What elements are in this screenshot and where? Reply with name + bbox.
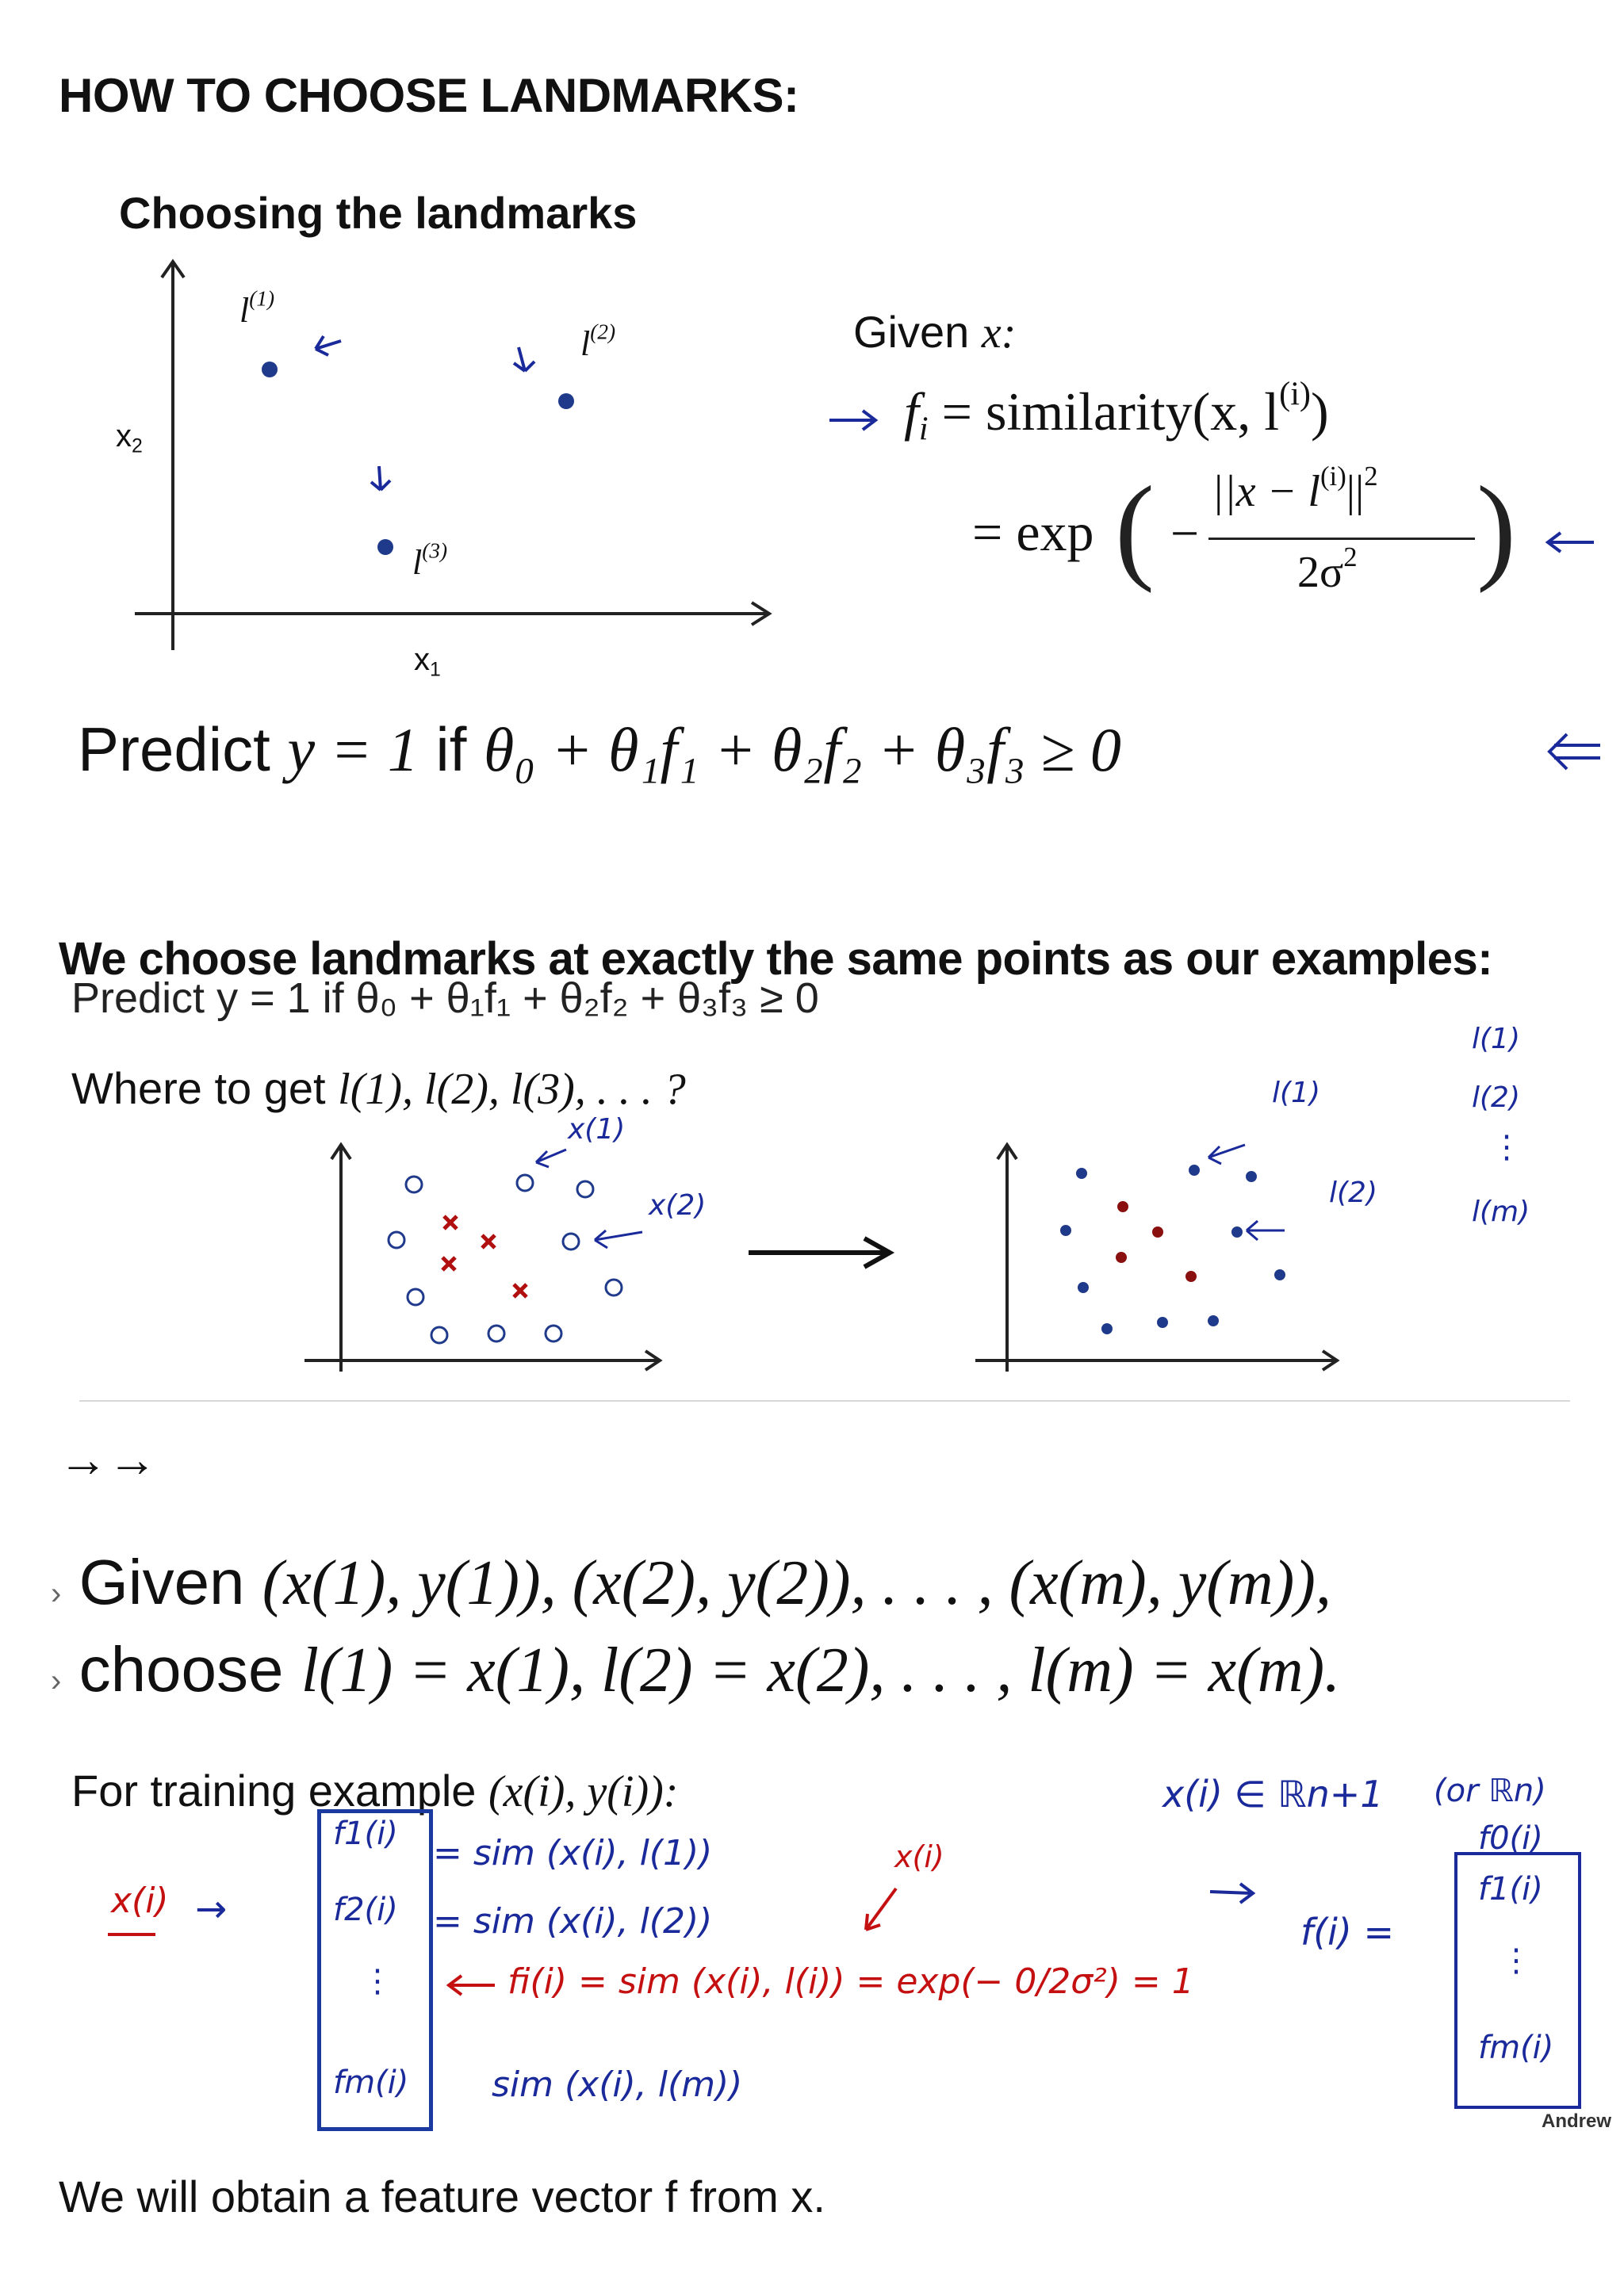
hand-x-i: x(i) (111, 1881, 169, 1921)
negative-examples (389, 1175, 622, 1343)
arrow-to-l2-icon (514, 347, 534, 371)
hand-red-fi-equation: fi(i) = sim (x(i), l(i)) = exp(− 0/2σ²) = 1 (508, 1961, 1194, 2002)
hand-sim2: = sim (x(i), l(2)) (433, 1901, 713, 1942)
hand-x-underline (108, 1933, 155, 1936)
hand-or-rn: (or ℝn) (1434, 1773, 1546, 1809)
arrow-l1-icon (1208, 1145, 1245, 1164)
hand-f-vector-label: f(i) = (1300, 1911, 1395, 1954)
annotation-l2: l(2) (1329, 1177, 1377, 1209)
axis-label-x1: $x_1$ (414, 642, 441, 681)
landmark-label-3: $l^{(3)}$ (412, 538, 448, 582)
transform-arrow-icon (745, 1234, 896, 1273)
positive-examples (442, 1216, 527, 1297)
hand-vec-dots: ⋮ (1500, 1942, 1532, 1979)
choose-landmarks-line: › choose l(1) = x(1), l(2) = x(2), . . . , l(m) = x(m). (51, 1634, 1341, 1705)
list-l1: l(1) (1472, 1023, 1520, 1055)
footer-note: We will obtain a feature vector f from x. (59, 2172, 825, 2221)
hand-vec-f0: f0(i) (1478, 1820, 1543, 1857)
minus-sign: − (1170, 505, 1200, 561)
arrow-x1-icon (536, 1150, 566, 1167)
slide1-landmark-plot (103, 254, 801, 682)
annotation-x1: x(1) (568, 1113, 626, 1146)
hand-red-x: x(i) (894, 1839, 944, 1874)
hand-arrow-exp-icon (1543, 526, 1599, 558)
where-to-get-line: Where to get l(1), l(2), l(3), . . . ? (71, 1063, 686, 1114)
exp-equals: = exp (972, 502, 1094, 562)
predict-rule: Predict y = 1 if θ₀ + θ₁f₁ + θ₂f₂ + θ₃f₃ ≥ 0 (78, 714, 1121, 784)
arrows-marker: →→ (59, 1433, 157, 1487)
landmarks-scatter-plot (975, 1142, 1356, 1380)
arrow-l2-icon (1247, 1221, 1285, 1240)
hand-arrow-right: → (195, 1887, 228, 1931)
hand-vec-f1: f1(i) (1478, 1871, 1543, 1908)
for-training-example-line: For training example (x(i), y(i)): (71, 1766, 679, 1816)
watermark-andrew: Andrew (1542, 2110, 1612, 2132)
list-dots: ⋮ (1491, 1129, 1522, 1165)
cut-off-predict-line: Predict y = 1 if θ₀ + θ₁f₁ + θ₂f₂ + θ₃f₃ ≥ 0 (71, 974, 819, 1022)
given-examples-line: › Given (x(1), y(1)), (x(2), y(2)), . . . , (x(m), y(m)), (51, 1547, 1331, 1618)
section-heading-how-to-choose: HOW TO CHOOSE LANDMARKS: (59, 69, 799, 122)
exp-numerator: $||x - l^{(i)}||^2$ (1212, 460, 1378, 516)
arrow-to-l3-icon (371, 466, 390, 490)
examples-scatter-plot (293, 1142, 674, 1380)
landmark-point-1 (262, 362, 278, 377)
right-paren: ) (1477, 462, 1516, 594)
hand-sim1: = sim (x(i), l(1)) (433, 1833, 713, 1873)
landmark-label-2: $l^{(2)}$ (580, 320, 616, 363)
hand-red-arrow-icon (444, 1969, 500, 2001)
hand-small-arrow-icon (1205, 1876, 1261, 1908)
hand-col-dots: ⋮ (362, 1963, 393, 1999)
hand-f1: f1(i) (333, 1816, 398, 1852)
landmark-point-2 (558, 393, 574, 409)
hand-f2: f2(i) (333, 1892, 398, 1928)
hand-vec-fm: fm(i) (1478, 2030, 1554, 2066)
arrow-to-l1-icon (316, 336, 341, 355)
given-x-label: Given x: (853, 307, 1017, 358)
fraction-bar (1208, 538, 1475, 540)
hand-fm: fm(i) (333, 2064, 409, 2101)
annotation-l1: l(1) (1272, 1077, 1320, 1109)
annotation-x2: x(2) (649, 1189, 707, 1222)
list-l2: l(2) (1472, 1081, 1520, 1114)
section-divider (79, 1400, 1570, 1402)
list-lm: l(m) (1472, 1196, 1530, 1228)
landmark-points-blue (1060, 1165, 1285, 1334)
landmark-point-3 (377, 539, 393, 555)
landmark-points-red (1116, 1201, 1197, 1282)
hand-x-in-r: x(i) ∈ ℝn+1 (1162, 1773, 1384, 1816)
slide1-title: Choosing the landmarks (119, 188, 638, 238)
exp-denominator: $2\sigma^2$ (1297, 541, 1358, 597)
hand-red-down-arrow-icon (856, 1884, 904, 1939)
axis-label-x2: $x_2$ (116, 419, 143, 457)
hand-arrow-predict-icon (1543, 733, 1607, 772)
section-heading-same-points: We choose landmarks at exactly the same points as our examples: (59, 933, 1493, 985)
hand-simm: sim (x(i), l(m)) (492, 2064, 743, 2105)
landmark-label-1: $l^{(1)}$ (239, 286, 275, 330)
left-paren: ( (1115, 462, 1155, 594)
arrow-x2-icon (595, 1230, 642, 1248)
hand-arrow-similarity-icon (825, 403, 888, 434)
similarity-formula: $f_i$ = similarity(x, $l^{(i)}$) (904, 375, 1329, 448)
